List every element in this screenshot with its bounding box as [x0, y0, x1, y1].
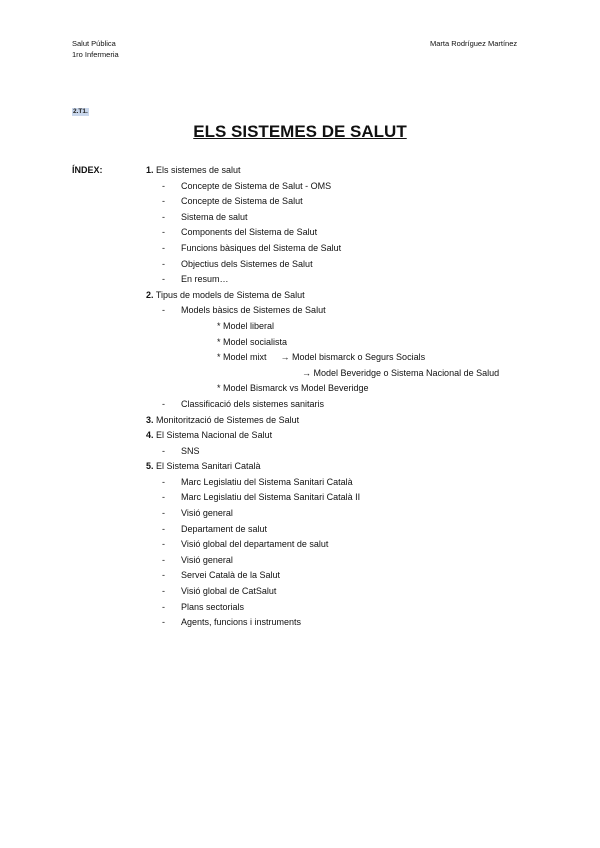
toc-bullet-dash: - [162, 586, 165, 597]
toc-entry [146, 335, 305, 351]
toc-bullet-dash: - [162, 274, 165, 285]
header-left [72, 38, 119, 60]
toc-entry [146, 303, 326, 319]
header-author: Marta Rodríguez Martínez [430, 39, 518, 48]
toc-subitem: Objectius dels Sistemes de Salut [181, 258, 313, 269]
toc-entry [146, 225, 318, 241]
toc-subitem: Marc Legislatiu del Sistema Sanitari Català [181, 476, 353, 487]
toc-bullet-dash: - [162, 445, 165, 456]
toc-entry [146, 615, 305, 631]
toc-subitem: Visió global de CatSalut [181, 586, 277, 597]
toc-entry [146, 537, 329, 553]
toc-bullet-dash: - [162, 617, 165, 628]
toc-subitem: Visió general [181, 508, 233, 519]
toc-entry [146, 366, 500, 382]
toc-entry [146, 241, 342, 257]
toc-subitem: Models bàsics de Sistemes de Salut [181, 305, 326, 316]
toc-entry [146, 568, 305, 584]
toc-section-title: Tipus de models de Sistema de Salut [153, 289, 305, 300]
toc-bullet-dash: - [162, 554, 165, 565]
toc-subitem: En resum… [181, 274, 229, 285]
toc-entry [146, 397, 325, 413]
toc-entry [146, 444, 305, 460]
toc-section-title: El Sistema Nacional de Salut [153, 430, 273, 441]
toc-section-number: 3. [146, 414, 154, 425]
header-course: 1ro Infermeria [72, 50, 119, 59]
toc-entry [146, 506, 305, 522]
toc-entry [146, 257, 313, 273]
toc-bullet-dash: - [162, 523, 165, 534]
toc-subitem: Servei Català de la Salut [181, 570, 281, 581]
toc-section-title: El Sistema Sanitari Català [153, 461, 261, 472]
toc-subitem: Agents, funcions i instruments [181, 617, 302, 628]
toc-bullet-dash: - [162, 227, 165, 238]
toc-entry [146, 210, 305, 226]
toc-bullet-dash: - [162, 211, 165, 222]
toc-section-number: 5. [146, 461, 154, 472]
toc-entry [146, 272, 305, 288]
header-subject: Salut Pública [72, 39, 116, 48]
toc-arrow-note: → Model bismarck o Segurs Socials [280, 352, 426, 363]
toc-subitem: Sistema de salut [181, 211, 248, 222]
toc-bullet-dash: - [162, 258, 165, 269]
toc-subitem: Departament de salut [181, 523, 268, 534]
toc-entry [146, 413, 305, 429]
toc-entry [146, 350, 426, 366]
toc-entry [146, 288, 305, 304]
toc-section-title: Els sistemes de salut [153, 165, 241, 175]
toc-subitem: Marc Legislatiu del Sistema Sanitari Català II [181, 492, 361, 503]
toc-entry [146, 428, 305, 444]
toc-entry [146, 584, 305, 600]
toc-bullet-dash: - [162, 492, 165, 503]
toc-section-number: 2. [146, 289, 154, 300]
toc-section-number: 4. [146, 430, 154, 441]
toc-entry [146, 490, 361, 506]
toc-entry [146, 600, 305, 616]
toc-subitem: SNS [181, 445, 200, 456]
toc-entry [146, 553, 305, 569]
toc-bullet-dash: - [162, 539, 165, 550]
toc-bullet-dash: - [162, 570, 165, 581]
toc-bullet-dash: - [162, 508, 165, 519]
index-label: ÍNDEX: [72, 165, 103, 175]
toc-subsubitem: * Model socialista [217, 336, 288, 347]
toc-bullet-dash: - [162, 196, 165, 207]
toc-bullet-dash: - [162, 242, 165, 253]
table-of-contents [146, 163, 500, 631]
toc-entry [146, 522, 305, 538]
toc-entry [146, 381, 369, 397]
toc-entry [146, 179, 332, 195]
toc-subsubitem: * Model liberal [217, 320, 275, 331]
toc-entry [146, 459, 305, 475]
section-tag: 2.T1. [73, 108, 88, 115]
toc-subitem: Classificació dels sistemes sanitaris [181, 398, 325, 409]
toc-subitem: Visió general [181, 554, 233, 565]
toc-bullet-dash: - [162, 398, 165, 409]
toc-subitem: Visió global del departament de salut [181, 539, 329, 550]
toc-subitem: Concepte de Sistema de Salut [181, 196, 303, 207]
toc-subitem: Plans sectorials [181, 601, 245, 612]
toc-entry [146, 194, 305, 210]
toc-subsubitem: * Model Bismarck vs Model Beveridge [217, 383, 369, 394]
toc-bullet-dash: - [162, 180, 165, 191]
toc-subitem: Concepte de Sistema de Salut - OMS [181, 180, 332, 191]
toc-entry [146, 163, 305, 179]
toc-bullet-dash: - [162, 305, 165, 316]
toc-subitem: Funcions bàsiques del Sistema de Salut [181, 242, 342, 253]
toc-entry [146, 475, 353, 491]
toc-entry [146, 319, 305, 335]
toc-subsubitem: → Model Beveridge o Sistema Nacional de Salud [302, 367, 500, 378]
toc-section-title: Monitorització de Sistemes de Salut [153, 414, 300, 425]
toc-bullet-dash: - [162, 476, 165, 487]
toc-subsubitem: * Model mixt → Model bismarck o Segurs Socials [217, 352, 426, 363]
toc-subitem: Components del Sistema de Salut [181, 227, 318, 238]
toc-section-number: 1. [146, 165, 154, 175]
toc-bullet-dash: - [162, 601, 165, 612]
page-title: ELS SISTEMES DE SALUT [193, 122, 407, 141]
